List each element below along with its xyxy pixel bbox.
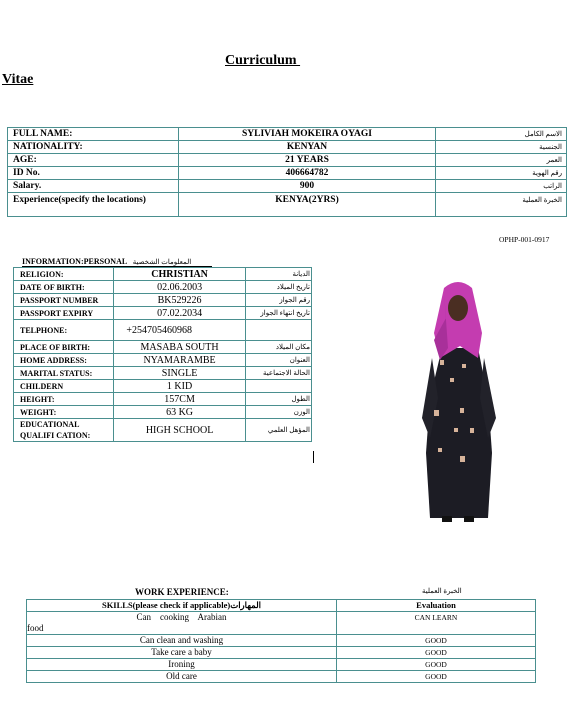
personal-info-arabic: المؤهل العلمي: [245, 419, 311, 442]
main-info-label: ID No.: [8, 167, 179, 180]
personal-info-label: DATE OF BIRTH:: [14, 281, 114, 294]
main-info-table: [7, 127, 567, 217]
personal-info-label: RELIGION:: [14, 268, 114, 281]
skill-evaluation: CAN LEARN: [337, 612, 536, 635]
personal-info-arabic: تاريخ انتهاء الجواز: [245, 307, 311, 320]
personal-info-arabic: العنوان: [245, 354, 311, 367]
main-info-value: 406664782: [179, 167, 436, 180]
personal-info-label: HOME ADDRESS:: [14, 354, 114, 367]
skill-name: Take care a baby: [151, 647, 212, 657]
main-info-arabic: الجنسية: [436, 141, 567, 154]
personal-heading-arabic: المعلومات الشخصية: [132, 258, 192, 266]
personal-heading-label: INFORMATION:PERSONAL: [22, 257, 127, 266]
personal-info-row: [14, 268, 312, 281]
personal-info-table: [13, 267, 312, 442]
personal-info-arabic: الوزن: [245, 406, 311, 419]
personal-info-row: [14, 380, 312, 393]
skill-row: [27, 659, 536, 671]
work-heading: WORK EXPERIENCE:: [135, 587, 229, 597]
skill-name: Can clean and washing: [139, 635, 224, 645]
skill-row: [27, 635, 536, 647]
candidate-photo: [420, 278, 498, 526]
personal-info-row: [14, 294, 312, 307]
main-info-label: FULL NAME:: [8, 128, 179, 141]
skill-name: Ironing: [168, 659, 195, 669]
main-info-row: [8, 128, 567, 141]
main-info-arabic: الراتب: [436, 180, 567, 193]
main-info-value: KENYA(2YRS): [179, 193, 436, 217]
personal-info-arabic: الطول: [245, 393, 311, 406]
skill-evaluation: GOOD: [337, 647, 536, 659]
personal-info-arabic: الحالة الاجتماعية: [245, 367, 311, 380]
personal-info-value: BK529226: [114, 294, 245, 307]
title-line2: Vitae: [2, 72, 34, 87]
personal-info-arabic: مكان الميلاد: [245, 341, 311, 354]
personal-info-arabic: الديانة: [245, 268, 311, 281]
main-info-row: [8, 141, 567, 154]
skill-name: Can cooking Arabian: [136, 612, 227, 622]
personal-info-arabic: رقم الجواز: [245, 294, 311, 307]
personal-info-row: [14, 320, 312, 341]
skill-cell: [27, 671, 337, 683]
main-info-label: NATIONALITY:: [8, 141, 179, 154]
personal-info-row: [14, 307, 312, 320]
personal-info-label: PASSPORT NUMBER: [14, 294, 114, 307]
title-line1: Curriculum: [225, 53, 301, 68]
main-info-row: [8, 180, 567, 193]
personal-info-row: [14, 354, 312, 367]
main-info-label: Experience(specify the locations): [8, 193, 179, 217]
skill-name-cont: food: [27, 623, 44, 633]
skills-header-arabic: المهارات: [230, 600, 262, 610]
main-info-value: 900: [179, 180, 436, 193]
skill-evaluation: GOOD: [337, 635, 536, 647]
personal-info-value: CHRISTIAN: [114, 268, 245, 281]
personal-info-value: +254705460968: [114, 320, 245, 341]
personal-info-row: [14, 406, 312, 419]
skill-name: Old care: [166, 671, 197, 681]
personal-info-value: SINGLE: [114, 367, 245, 380]
skill-evaluation: GOOD: [337, 671, 536, 683]
personal-info-label: CHILDERN: [14, 380, 114, 393]
personal-info-arabic: [245, 380, 311, 393]
main-info-label: Salary.: [8, 180, 179, 193]
personal-info-arabic: [245, 320, 311, 341]
personal-info-value: 02.06.2003: [114, 281, 245, 294]
main-info-row: [8, 193, 567, 217]
personal-info-value: 63 KG: [114, 406, 245, 419]
skill-row: [27, 671, 536, 683]
work-heading-arabic: الخبرة العملية: [422, 587, 462, 595]
personal-info-row: [14, 341, 312, 354]
personal-info-row: [14, 281, 312, 294]
skills-header-row: [27, 600, 536, 612]
personal-info-row: [14, 367, 312, 380]
main-info-value: 21 YEARS: [179, 154, 436, 167]
personal-info-row: [14, 393, 312, 406]
personal-info-label: MARITAL STATUS:: [14, 367, 114, 380]
main-info-row: [8, 167, 567, 180]
personal-info-value: MASABA SOUTH: [114, 341, 245, 354]
personal-heading: [22, 257, 212, 267]
personal-info-value: 07.02.2034: [114, 307, 245, 320]
main-info-row: [8, 154, 567, 167]
evaluation-header: Evaluation: [337, 600, 536, 612]
skill-evaluation: GOOD: [337, 659, 536, 671]
skill-cell: [27, 612, 337, 635]
main-info-arabic: الاسم الكامل: [436, 128, 567, 141]
personal-info-row: [14, 419, 312, 442]
personal-info-value: NYAMARAMBE: [114, 354, 245, 367]
personal-info-label: HEIGHT:: [14, 393, 114, 406]
personal-info-value: 1 KID: [114, 380, 245, 393]
reference-code: OPHP-001-0917: [499, 235, 550, 244]
skill-row: [27, 647, 536, 659]
skill-cell: [27, 635, 337, 647]
main-info-label: AGE:: [8, 154, 179, 167]
personal-info-label: PASSPORT EXPIRY: [14, 307, 114, 320]
skill-cell: [27, 659, 337, 671]
skills-table: [26, 599, 536, 683]
main-info-arabic: رقم الهوية: [436, 167, 567, 180]
skill-row: [27, 612, 536, 635]
skills-header: SKILLS(please check if applicable): [101, 600, 231, 610]
personal-info-value: 157CM: [114, 393, 245, 406]
personal-info-value: HIGH SCHOOL: [114, 419, 245, 442]
main-info-arabic: الخبرة العملية: [436, 193, 567, 217]
personal-info-label: WEIGHT:: [14, 406, 114, 419]
personal-info-label: EDUCATIONAL QUALIFI CATION:: [14, 419, 114, 442]
personal-info-label: PLACE OF BIRTH:: [14, 341, 114, 354]
skills-header-cell: [27, 600, 337, 612]
text-cursor: [313, 451, 314, 463]
personal-info-label: TELPHONE:: [14, 320, 114, 341]
skill-cell: [27, 647, 337, 659]
main-info-value: KENYAN: [179, 141, 436, 154]
personal-info-arabic: تاريخ الميلاد: [245, 281, 311, 294]
main-info-arabic: العمر: [436, 154, 567, 167]
main-info-value: SYLIVIAH MOKEIRA OYAGI: [179, 128, 436, 141]
